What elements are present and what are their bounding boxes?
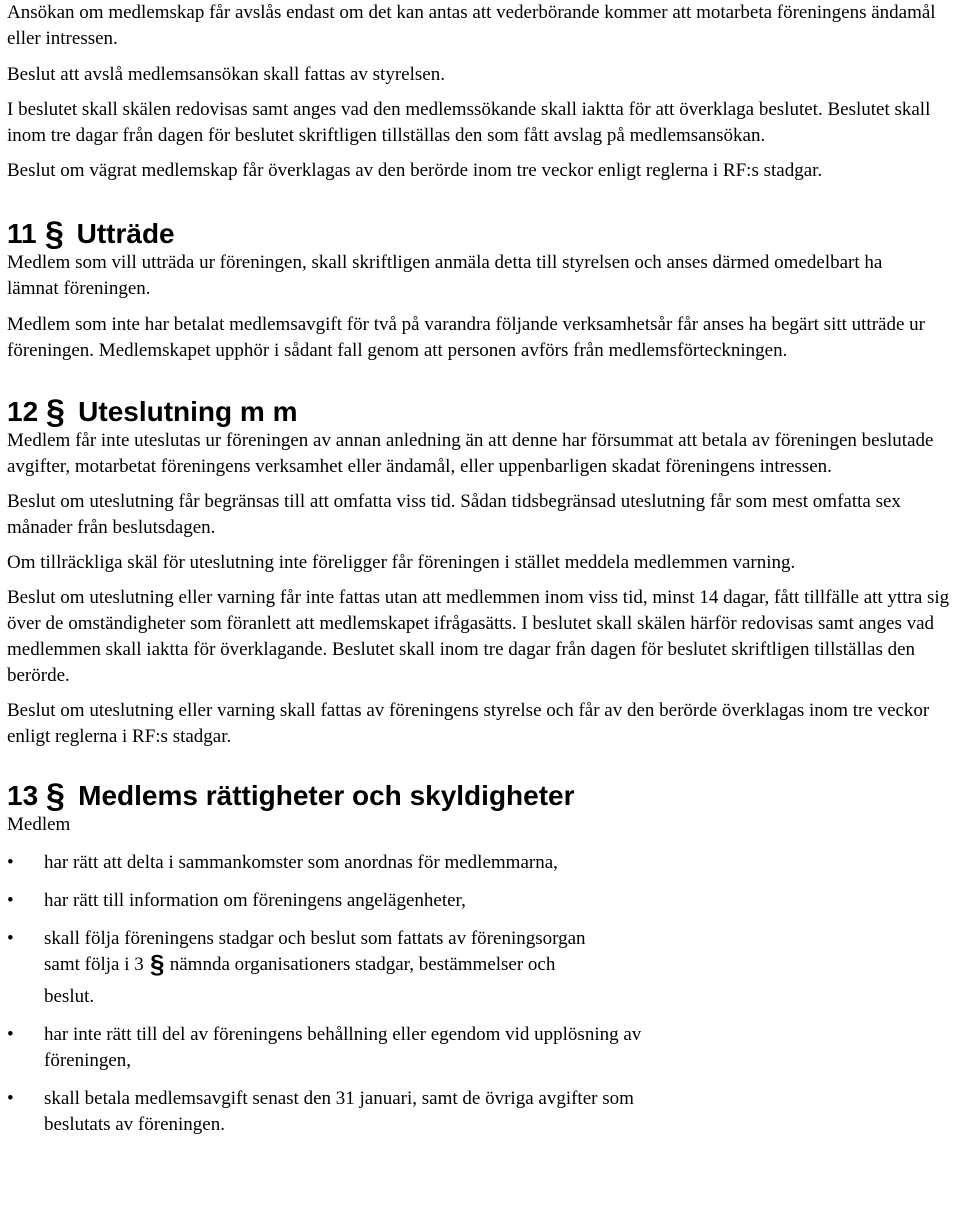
- list-item: [7, 850, 647, 876]
- paragraph: Medlem får inte uteslutas ur föreningen av annan anledning än att denne har försummat att betala av föreningen beslutade avgifter, motarbetat föreningens verksamhet eller ändamål, eller uppenbarligen skadat föreningens intressen.: [7, 430, 934, 477]
- section-number: 13: [7, 780, 39, 811]
- section-title: Medlems rättigheter och skyldigheter: [78, 780, 575, 811]
- list-item-text: skall följa föreningens stadgar och beslut som fattats av föreningsorgan samt följa i: [44, 928, 586, 975]
- section-title: Uteslutning m m: [78, 396, 298, 427]
- paragraph: Ansökan om medlemskap får avslås endast om det kan antas att vederbörande kommer att motarbeta föreningens ändamål eller intressen.: [7, 2, 936, 49]
- section-title: Utträde: [76, 218, 175, 249]
- section-intro: Medlem: [7, 814, 71, 835]
- list-item-text: har inte rätt till del av föreningens behållning eller egendom vid upplösning av föreningen,: [44, 1024, 642, 1071]
- paragraph: Beslut om uteslutning eller varning skall fattas av föreningens styrelse och får av den berörde överklagas inom tre veckor enligt reglerna i RF:s stadgar.: [7, 700, 930, 747]
- section-sign-icon: [45, 219, 67, 249]
- svg-text:§: §: [149, 952, 164, 976]
- paragraph: Beslut att avslå medlemsansökan skall fattas av styrelsen.: [7, 64, 445, 85]
- list-item-text: skall betala medlemsavgift senast den 31 januari, samt de övriga avgifter som beslutats av föreningen.: [44, 1088, 634, 1135]
- section-sign-icon: [46, 781, 68, 811]
- bullet-icon: •: [7, 1024, 14, 1045]
- svg-text:§: §: [44, 219, 64, 249]
- paragraph: Beslut om vägrat medlemskap får överklagas av den berörde inom tre veckor enligt reglerna i RF:s stadgar.: [7, 160, 823, 181]
- svg-text:§: §: [46, 781, 66, 811]
- list-item: [7, 926, 604, 1010]
- paragraph: Medlem som vill utträda ur föreningen, skall skriftligen anmäla detta till styrelsen och anses därmed omedelbart ha lämnat föreningen.: [7, 252, 883, 299]
- bullet-icon: •: [7, 852, 14, 873]
- svg-text:§: §: [46, 397, 66, 427]
- paragraph: Beslut om uteslutning får begränsas till att omfatta viss tid. Sådan tidsbegränsad uteslutning får som mest omfatta sex månader från beslutsdagen.: [7, 491, 901, 538]
- section-ref: 3: [134, 954, 144, 975]
- list-item: [7, 888, 647, 914]
- paragraph: Om tillräckliga skäl för uteslutning inte föreligger får föreningen i stället meddela medlemmen varning.: [7, 552, 796, 573]
- list-item-text: har rätt att delta i sammankomster som anordnas för medlemmarna,: [44, 852, 558, 873]
- list-item-text: har rätt till information om föreningens angelägenheter,: [44, 890, 466, 911]
- rights-list: [7, 850, 647, 1138]
- section-heading-12: [7, 396, 955, 428]
- bullet-icon: •: [7, 1088, 14, 1109]
- section-heading-11: [7, 218, 955, 250]
- bullet-icon: •: [7, 890, 14, 911]
- list-item: [7, 1086, 644, 1138]
- section-number: 11: [7, 218, 37, 249]
- paragraph: I beslutet skall skälen redovisas samt anges vad den medlemssökande skall iaktta för att överklaga beslutet. Beslutet skall inom tre dagar från dagen för beslutet skriftligen tillställas den som fått avslag på medlemsansökan.: [7, 99, 931, 146]
- list-item: [7, 1022, 644, 1074]
- paragraph: Beslut om uteslutning eller varning får inte fattas utan att medlemmen inom viss tid, minst 14 dagar, fått tillfälle att yttra sig över de omständigheter som föranlett att medlemskapet ifrågasätts. I beslutet skall skälen härför redovisas samt anges vad medlemmen skall iaktta för överklagande. Beslutet skall inom tre dagar från dagen för beslutet skriftligen tillställas den berörde.: [7, 587, 950, 686]
- bullet-icon: •: [7, 928, 14, 949]
- section-number: 12: [7, 396, 39, 427]
- section-sign-icon: [150, 952, 164, 984]
- section-sign-icon: [46, 397, 68, 427]
- section-heading-13: [7, 780, 955, 812]
- document-page: [7, 0, 955, 1138]
- paragraph: Medlem som inte har betalat medlemsavgift för två på varandra följande verksamhetsår får anses ha begärt sitt utträde ur föreningen. Medlemskapet upphör i sådant fall genom att personen avförs från medlemsförteckningen.: [7, 314, 925, 361]
- list-item-text: nämnda organisationers stadgar, bestämmelser och beslut.: [44, 954, 556, 1007]
